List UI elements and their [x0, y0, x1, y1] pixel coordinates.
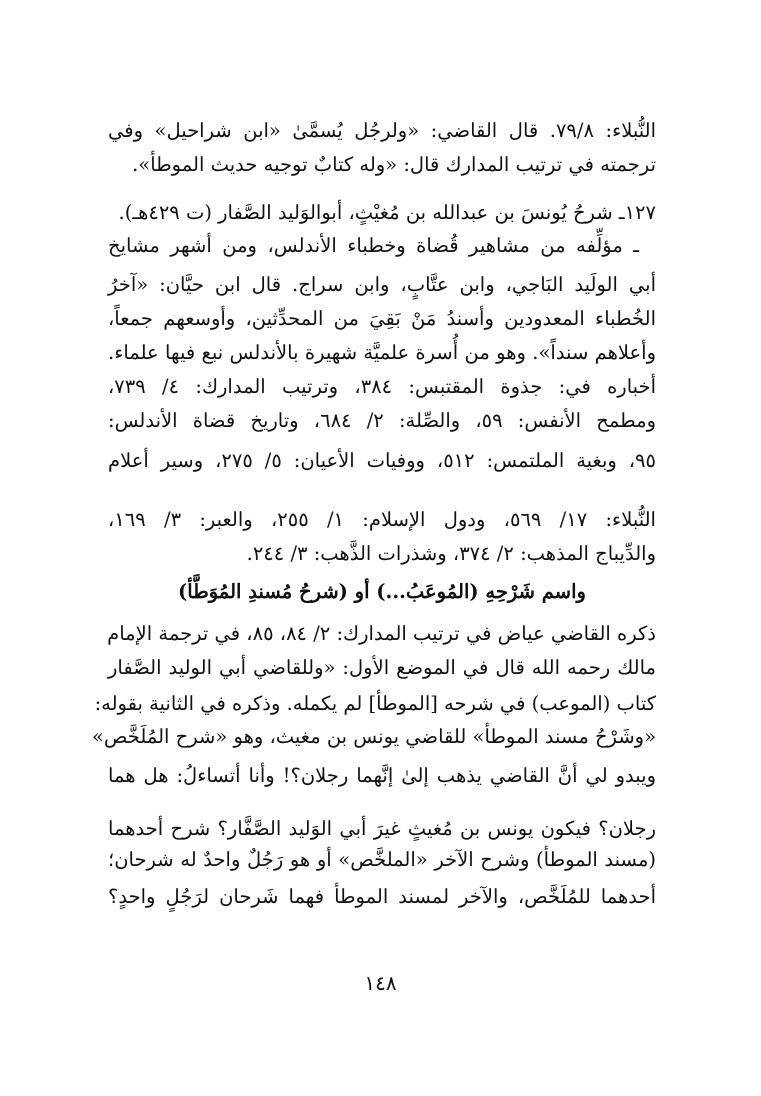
text-line-15: مالك رحمه الله قال في الموضع الأول: «وللقاضي أبي الوليد الصَّفار [108, 656, 656, 679]
text-line-19: رجلان؟ فيكون يونس بن مُغيثٍ غيرَ أبي الوَليد الصَّفَّار؟ شرح أحدهما [108, 817, 656, 840]
text-line-10: ٩٥، وبغية الملتمس: ٥١٢، ووفيات الأعيان: ٥/ ٢٧٥، وسير أعلام [108, 449, 656, 472]
text-line-2: ترجمته في ترتيب المدارك قال: «وله كتابٌ توجيه حديث الموطأ». [132, 153, 656, 176]
text-line-1: النُّبلاء: ٧٩/٨. قال القاضي: «ولرجُل يُسمَّىٰ «ابن شراحيل» وفي [108, 119, 656, 142]
text-line-6: الخُطباء المعدودين وأسندُ مَنْ بَقِيَ من المحدِّثين، وأوسعهم جمعاً، [108, 307, 656, 330]
text-line-21: أحدهما للمُلَخَّص، والآخر لمسند الموطأ فهما شَرحان لرَجُلٍ واحدٍ؟ [108, 885, 656, 908]
page-number: ١٤٨ [364, 971, 397, 995]
text-line-17: «وشَرْحُ مسند الموطأ» للقاضي يونس بن مغيث، وهو «شرح المُلَخَّص» [91, 725, 656, 748]
text-line-20: (مسند الموطأ) وشرح الآخر «الملخَّص» أو هو رَجُلٌ واحدٌ له شرحان؛ [108, 848, 656, 871]
section-title: واسم شَرْحِهِ (المُوعَبُ...) أو (شرحُ مُسندِ المُوَطَّأ) [178, 580, 586, 603]
text-line-12: والدِّيباج المذهب: ٢/ ٣٧٤، وشذرات الذَّهب: ٣/ ٢٤٤. [246, 542, 656, 565]
text-line-14: ذكره القاضي عياض في ترتيب المدارك: ٢/ ٨٤، ٨٥، في ترجمة الإمام [107, 622, 656, 645]
text-line-11: النُّبلاء: ١٧/ ٥٦٩، ودول الإسلام: ١/ ٢٥٥، والعبر: ٣/ ١٦٩، [108, 508, 656, 531]
text-line-4: ـ مؤلِّفه من مشاهير قُضاة وخطباء الأندلس، ومن أشهر مشايخ [108, 234, 639, 257]
text-line-18: ويبدو لي أنَّ القاضي يذهب إلىٰ إنَّهما رجلان؟! وأنا أتساءلُ: هل هما [108, 764, 656, 787]
text-line-9: ومطمح الأنفس: ٥٩، والصِّلة: ٢/ ٦٨٤، وتاريخ قضاة الأندلس: [108, 409, 656, 432]
text-line-16: كتاب (الموعب) في شرحه [الموطأ] لم يكمله. وذكره في الثانية بقوله: [94, 692, 656, 715]
text-line-7: وأعلاهم سنداً». وهو من أُسرة علميَّة شهيرة بالأندلس نبع فيها علماء. [108, 341, 656, 364]
text-line-8: أخباره في: جذوة المقتبس: ٣٨٤، وترتيب المدارك: ٤/ ٧٣٩، [108, 375, 656, 398]
text-line-5: أبي الولَيد البَاجي، وابن عتَّابٍ، وابن سراج. قال ابن حيَّان: «آخرُ [108, 273, 656, 296]
entry-heading-127: ١٢٧ـ شرحُ يُونسَ بن عبدالله بن مُغيْثٍ، أبوالوَليد الصَّفار (ت ٤٢٩هـ). [118, 201, 656, 224]
